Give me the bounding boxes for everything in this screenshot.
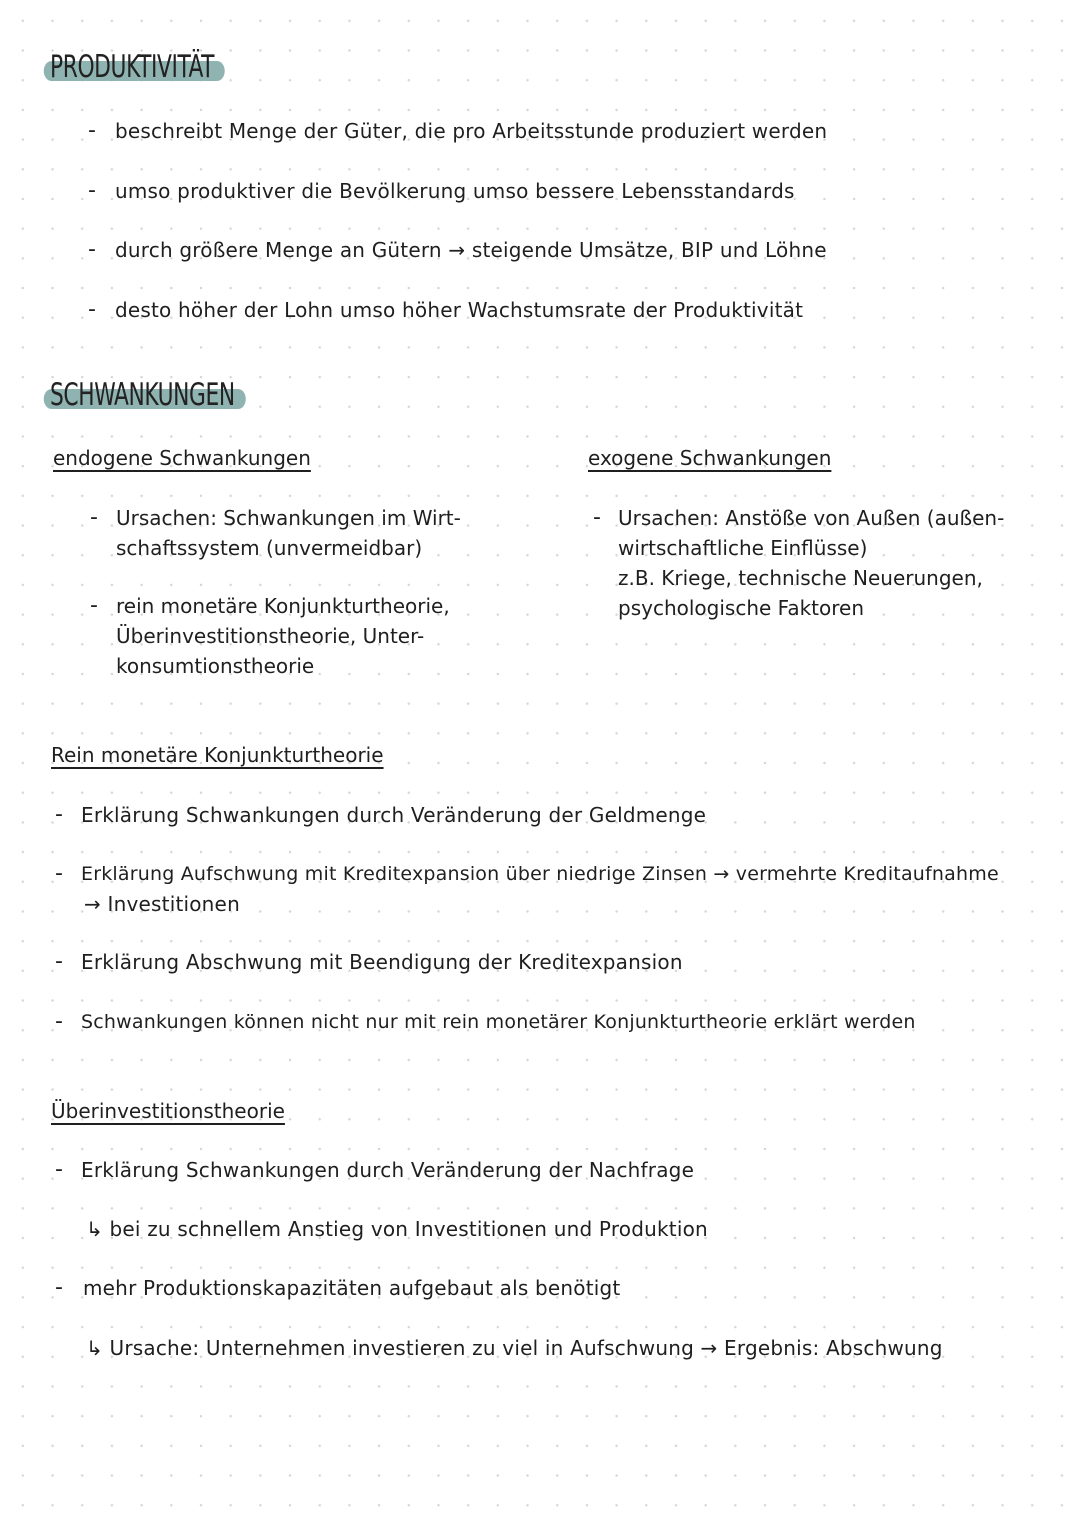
produktivitaet-bullet-2: umso produktiver die Bevölkerung umso bessere Lebensstandards	[115, 179, 795, 203]
endogene-bullet-2: rein monetäre Konjunkturtheorie, Überinvestitionstheorie, Unter- konsumtionstheorie	[116, 594, 450, 678]
dash-marker: -	[88, 118, 96, 143]
monetaer-bullet-1: Erklärung Schwankungen durch Veränderung der Geldmenge	[81, 803, 707, 827]
dash-marker: -	[55, 861, 63, 886]
ueberinvestition-sub-1: ↳ bei zu schnellem Anstieg von Investitionen und Produktion	[86, 1217, 708, 1241]
endogene-title: endogene Schwankungen	[53, 446, 311, 470]
dash-marker: -	[55, 949, 63, 974]
ueberinvestition-bullet-2: mehr Produktionskapazitäten aufgebaut als benötigt	[83, 1276, 621, 1300]
monetaer-bullet-2: Erklärung Aufschwung mit Kreditexpansion über niedrige Zinsen → vermehrte Kreditaufnahme	[81, 863, 999, 885]
ueberinvestition-sub-2: ↳ Ursache: Unternehmen investieren zu viel in Aufschwung → Ergebnis: Abschwung	[86, 1336, 943, 1360]
monetaer-title: Rein monetäre Konjunkturtheorie	[51, 743, 384, 767]
dash-marker: -	[88, 237, 96, 262]
dash-marker: -	[90, 505, 98, 530]
exogene-title: exogene Schwankungen	[588, 446, 832, 470]
dash-marker: -	[88, 297, 96, 322]
dash-marker: -	[55, 1009, 63, 1034]
dash-marker: -	[88, 178, 96, 203]
endogene-bullet-1: Ursachen: Schwankungen im Wirt- schaftssystem (unvermeidbar)	[116, 506, 461, 560]
dash-marker: -	[593, 505, 601, 530]
exogene-bullet-1: Ursachen: Anstöße von Außen (außen- wirtschaftliche Einflüsse) z.B. Kriege, technische Neuerungen, psychologische Faktoren	[618, 506, 1005, 620]
monetaer-bullet-2-cont: → Investitionen	[84, 892, 240, 916]
produktivitaet-bullet-4: desto höher der Lohn umso höher Wachstumsrate der Produktivität	[115, 298, 804, 322]
dash-marker: -	[55, 802, 63, 827]
dash-marker: -	[90, 593, 98, 618]
dash-marker: -	[55, 1275, 63, 1300]
produktivitaet-bullet-3: durch größere Menge an Gütern → steigende Umsätze, BIP und Löhne	[115, 238, 827, 262]
ueberinvestition-bullet-1: Erklärung Schwankungen durch Veränderung der Nachfrage	[81, 1158, 695, 1182]
produktivitaet-heading: PRODUKTIVITÄT	[50, 49, 215, 85]
monetaer-bullet-3: Erklärung Abschwung mit Beendigung der Kreditexpansion	[81, 950, 683, 974]
monetaer-bullet-4: Schwankungen können nicht nur mit rein monetärer Konjunkturtheorie erklärt werden	[81, 1011, 916, 1033]
produktivitaet-bullet-1: beschreibt Menge der Güter, die pro Arbeitsstunde produziert werden	[115, 119, 828, 143]
ueberinvestition-title: Überinvestitionstheorie	[51, 1099, 285, 1123]
dash-marker: -	[55, 1157, 63, 1182]
schwankungen-heading: SCHWANKUNGEN	[50, 377, 235, 413]
